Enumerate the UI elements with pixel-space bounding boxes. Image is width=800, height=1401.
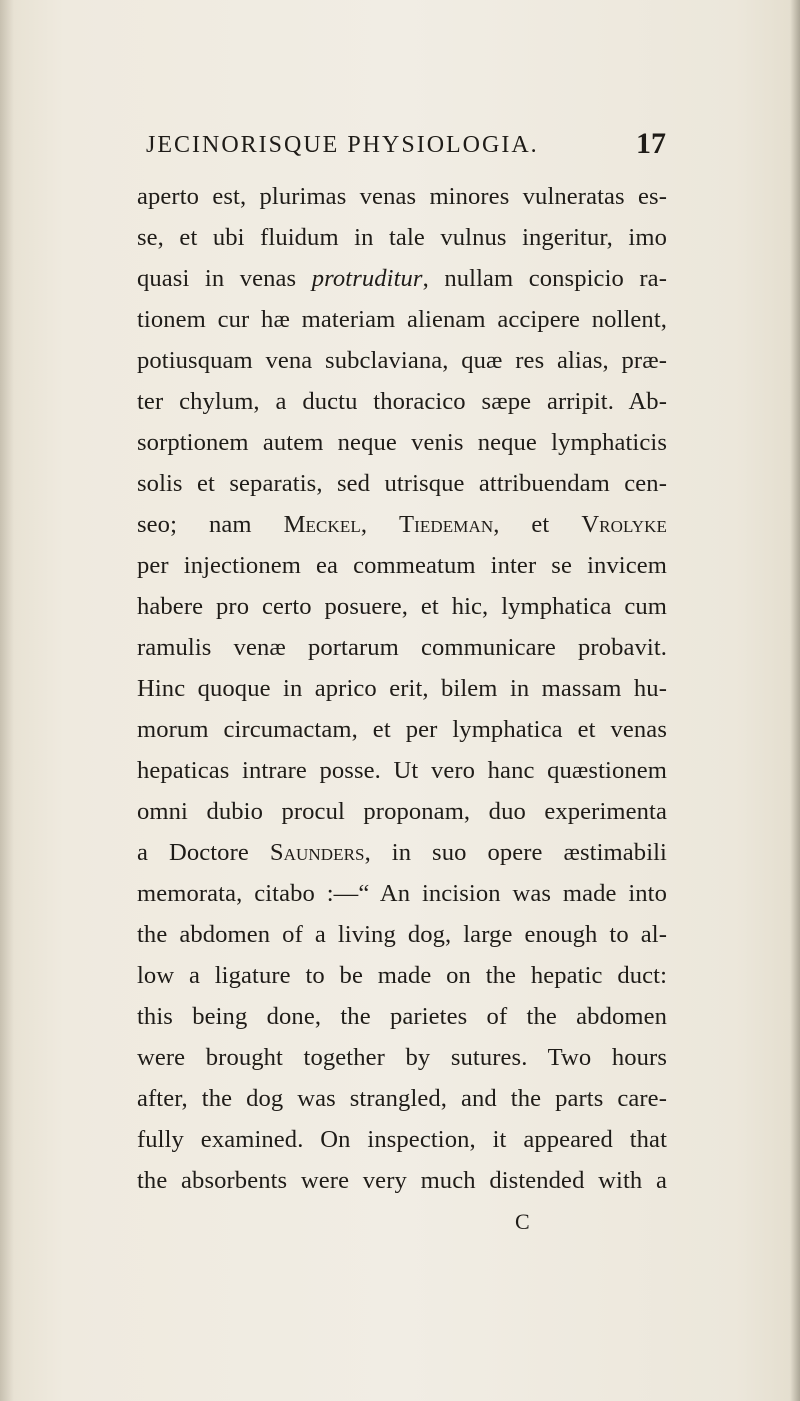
- text-line: [137, 586, 667, 627]
- text-segment: this being done, the parietes of the abdomen: [137, 1003, 667, 1030]
- text-segment: omni dubio procul proponam, duo experimenta: [137, 798, 667, 825]
- text-line: [137, 1078, 667, 1119]
- text-line: [137, 668, 667, 709]
- page-edge-shadow: [790, 0, 800, 1401]
- author-name: Vrolyke: [581, 511, 668, 538]
- signature-mark: C: [515, 1209, 530, 1234]
- text-segment: ramulis venæ portarum communicare probavit.: [137, 634, 667, 661]
- text-segment: low a ligature to be made on the hepatic duct:: [137, 962, 667, 989]
- text-segment: a Doctore: [137, 839, 270, 866]
- text-segment: after, the dog was strangled, and the parts care-: [137, 1085, 667, 1112]
- text-segment: solis et separatis, sed utrisque attribuendam cen-: [137, 470, 667, 497]
- text-line: [137, 463, 667, 504]
- text-line: [137, 258, 667, 299]
- text-line: [137, 176, 667, 217]
- gutter-shadow: [0, 0, 14, 1401]
- text-line: [137, 750, 667, 791]
- text-segment: fully examined. On inspection, it appeared that: [137, 1126, 667, 1153]
- text-line: [137, 996, 667, 1037]
- text-line: [137, 299, 667, 340]
- text-segment: ,: [360, 511, 400, 538]
- text-line: [137, 1037, 667, 1078]
- text-segment: seo; nam: [137, 511, 284, 538]
- text-segment: potiusquam vena subclaviana, quæ res alias, præ-: [137, 347, 667, 374]
- text-segment: the abdomen of a living dog, large enough to al-: [137, 921, 667, 948]
- text-segment: ter chylum, a ductu thoracico sæpe arripit. Ab-: [137, 388, 667, 415]
- author-name: Saunders: [269, 839, 365, 866]
- text-segment: tionem cur hæ materiam alienam accipere nollent,: [137, 306, 667, 333]
- running-title: JECINORISQUE PHYSIOLOGIA.: [146, 132, 539, 158]
- text-segment: morum circumactam, et per lymphatica et venas: [137, 716, 667, 743]
- text-segment: quasi in venas: [137, 265, 312, 292]
- text-segment: Hinc quoque in aprico erit, bilem in massam hu-: [137, 675, 667, 702]
- text-segment: hepaticas intrare posse. Ut vero hanc quæstionem: [137, 757, 667, 784]
- text-line: [137, 422, 667, 463]
- body-text: [137, 176, 667, 1201]
- text-segment: memorata, citabo :—“ An incision was made into: [137, 880, 667, 907]
- text-line: [137, 217, 667, 258]
- text-segment: , et: [493, 511, 582, 538]
- italic-word: protruditur: [311, 265, 423, 292]
- text-segment: , in suo opere æstimabili: [364, 839, 667, 866]
- text-line: [137, 832, 667, 873]
- text-line: [137, 1160, 667, 1201]
- author-name: Meckel: [283, 511, 361, 538]
- text-line: [137, 504, 667, 545]
- text-line: [137, 873, 667, 914]
- text-line: [137, 340, 667, 381]
- text-segment: sorptionem autem neque venis neque lymphaticis: [137, 429, 667, 456]
- text-segment: , nullam conspicio ra-: [422, 265, 667, 292]
- text-segment: the absorbents were very much distended with a: [137, 1167, 667, 1194]
- text-line: [137, 709, 667, 750]
- text-line: [137, 1119, 667, 1160]
- text-line: [137, 914, 667, 955]
- text-line: [137, 791, 667, 832]
- running-head: [140, 127, 666, 167]
- text-line: [137, 381, 667, 422]
- text-line: [137, 545, 667, 586]
- page-number: 17: [636, 127, 666, 160]
- text-segment: per injectionem ea commeatum inter se invicem: [137, 552, 667, 579]
- text-segment: were brought together by sutures. Two hours: [137, 1044, 667, 1071]
- text-line: [137, 955, 667, 996]
- text-segment: aperto est, plurimas venas minores vulneratas es-: [137, 183, 667, 210]
- text-segment: habere pro certo posuere, et hic, lymphatica cum: [137, 593, 667, 620]
- text-line: [137, 627, 667, 668]
- text-segment: se, et ubi fluidum in tale vulnus ingeritur, imo: [137, 224, 667, 251]
- author-name: Tiedeman: [399, 511, 494, 538]
